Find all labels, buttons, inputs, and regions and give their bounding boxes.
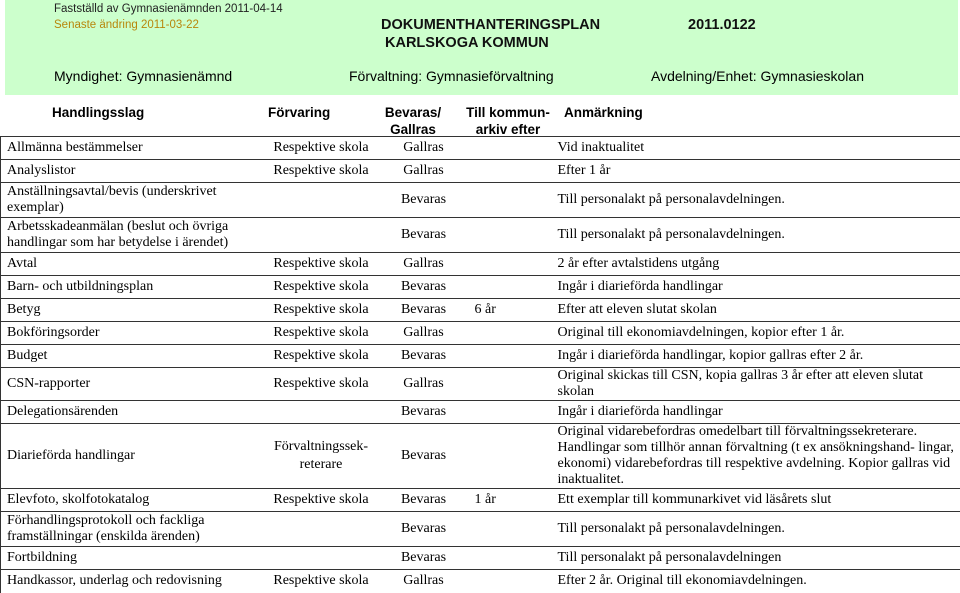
document-title: DOKUMENTHANTERINGSPLAN [381, 17, 600, 33]
remark-cell: Ingår i diarieförda handlingar, kopior gallras efter 2 år. [552, 345, 960, 368]
doc-type-cell: Förhandlingsprotokoll och fackliga framställningar (enskilda ärenden) [1, 512, 264, 547]
storage-cell: Respektive skola [264, 570, 379, 593]
authority-label: Myndighet: Gymnasienämnd [54, 68, 232, 84]
keep-cell: Bevaras [379, 218, 469, 253]
table-row [1, 322, 960, 345]
table-row [1, 368, 960, 401]
doc-type-cell: Betyg [1, 299, 264, 322]
archive-cell [469, 345, 552, 368]
municipality-name: KARLSKOGA KOMMUN [385, 35, 549, 51]
table-row [1, 424, 960, 489]
archive-cell [469, 137, 552, 160]
column-header-doc-type: Handlingsslag [52, 104, 144, 121]
table-row [1, 401, 960, 424]
storage-cell: Respektive skola [264, 276, 379, 299]
column-header-storage: Förvaring [268, 104, 330, 121]
archive-cell [469, 547, 552, 570]
doc-type-cell: Elevfoto, skolfotokatalog [1, 489, 264, 512]
storage-cell [264, 512, 379, 547]
storage-cell [264, 183, 379, 218]
doc-type-cell: Fortbildning [1, 547, 264, 570]
remark-cell: Original till ekonomiavdelningen, kopior efter 1 år. [552, 322, 960, 345]
table-row [1, 160, 960, 183]
doc-type-cell: Barn- och utbildningsplan [1, 276, 264, 299]
column-header-keep: Bevaras/ Gallras [384, 104, 442, 138]
archive-cell: 6 år [469, 299, 552, 322]
remark-cell: Till personalakt på personalavdelningen. [552, 183, 960, 218]
document-plan-table [0, 136, 960, 593]
archive-cell [469, 160, 552, 183]
storage-cell: Respektive skola [264, 160, 379, 183]
keep-cell: Gallras [379, 253, 469, 276]
table-row [1, 489, 960, 512]
table-body [1, 137, 960, 593]
keep-cell: Gallras [379, 368, 469, 401]
remark-cell: Till personalakt på personalavdelningen [552, 547, 960, 570]
document-number: 2011.0122 [688, 17, 756, 33]
doc-type-cell: Analyslistor [1, 160, 264, 183]
storage-cell: Respektive skola [264, 299, 379, 322]
doc-type-cell: Arbetsskadeanmälan (beslut och övriga handlingar som har betydelse i ärendet) [1, 218, 264, 253]
remark-cell: Original vidarebefordras omedelbart till förvaltningssekreterare. Handlingar som tillhör annan förvaltning (t ex ansökningshand- lingar, ekonomi) vidarebefordras till respektive avdelning. Kopior gallras vid inaktualitet. [552, 424, 960, 489]
doc-type-cell: Delegationsärenden [1, 401, 264, 424]
keep-cell: Bevaras [379, 299, 469, 322]
archive-cell [469, 253, 552, 276]
keep-cell: Bevaras [379, 276, 469, 299]
storage-cell [264, 218, 379, 253]
doc-type-cell: Bokföringsorder [1, 322, 264, 345]
archive-cell [469, 218, 552, 253]
table-row [1, 345, 960, 368]
remark-cell: Ingår i diarieförda handlingar [552, 401, 960, 424]
unit-label: Avdelning/Enhet: Gymnasieskolan [651, 68, 864, 84]
remark-cell: Ingår i diarieförda handlingar [552, 276, 960, 299]
archive-cell [469, 368, 552, 401]
table-row [1, 183, 960, 218]
storage-cell: Respektive skola [264, 253, 379, 276]
keep-cell: Bevaras [379, 489, 469, 512]
remark-cell: Efter 2 år. Original till ekonomiavdelningen. [552, 570, 960, 593]
remark-cell: Till personalakt på personalavdelningen. [552, 218, 960, 253]
table-row [1, 512, 960, 547]
storage-cell: Respektive skola [264, 368, 379, 401]
keep-cell: Bevaras [379, 345, 469, 368]
remark-cell: Vid inaktualitet [552, 137, 960, 160]
keep-cell: Bevaras [379, 183, 469, 218]
administration-label: Förvaltning: Gymnasieförvaltning [349, 68, 554, 84]
remark-cell: Efter att eleven slutat skolan [552, 299, 960, 322]
archive-cell [469, 276, 552, 299]
last-changed-date: Senaste ändring 2011-03-22 [54, 19, 199, 31]
doc-type-cell: Allmänna bestämmelser [1, 137, 264, 160]
storage-cell [264, 547, 379, 570]
remark-cell: Original skickas till CSN, kopia gallras 3 år efter att eleven slutat skolan [552, 368, 960, 401]
archive-cell [469, 401, 552, 424]
storage-cell: Respektive skola [264, 137, 379, 160]
keep-cell: Bevaras [379, 512, 469, 547]
storage-cell: Förvaltningssek- reterare [264, 424, 379, 489]
doc-type-cell: Avtal [1, 253, 264, 276]
keep-cell: Bevaras [379, 401, 469, 424]
table-row [1, 218, 960, 253]
storage-cell: Respektive skola [264, 345, 379, 368]
storage-cell: Respektive skola [264, 322, 379, 345]
storage-cell [264, 401, 379, 424]
keep-cell: Bevaras [379, 547, 469, 570]
column-header-remark: Anmärkning [564, 104, 643, 121]
archive-cell [469, 322, 552, 345]
table-row [1, 570, 960, 593]
column-header-archive: Till kommun- arkiv efter [465, 104, 551, 138]
table-row [1, 547, 960, 570]
archive-cell [469, 183, 552, 218]
doc-type-cell: Anställningsavtal/bevis (underskrivet exemplar) [1, 183, 264, 218]
table-row [1, 137, 960, 160]
storage-cell: Respektive skola [264, 489, 379, 512]
table-row [1, 276, 960, 299]
doc-type-cell: Handkassor, underlag och redovisning [1, 570, 264, 593]
remark-cell: 2 år efter avtalstidens utgång [552, 253, 960, 276]
remark-cell: Efter 1 år [552, 160, 960, 183]
archive-cell: 1 år [469, 489, 552, 512]
doc-type-cell: CSN-rapporter [1, 368, 264, 401]
archive-cell [469, 512, 552, 547]
archive-cell [469, 424, 552, 489]
archive-cell [469, 570, 552, 593]
doc-type-cell: Budget [1, 345, 264, 368]
keep-cell: Gallras [379, 137, 469, 160]
doc-type-cell: Diarieförda handlingar [1, 424, 264, 489]
table-row [1, 253, 960, 276]
keep-cell: Bevaras [379, 424, 469, 489]
table-row [1, 299, 960, 322]
remark-cell: Till personalakt på personalavdelningen. [552, 512, 960, 547]
keep-cell: Gallras [379, 322, 469, 345]
keep-cell: Gallras [379, 570, 469, 593]
keep-cell: Gallras [379, 160, 469, 183]
approved-date: Fastställd av Gymnasienämnden 2011-04-14 [54, 3, 283, 15]
document-header [5, 0, 958, 95]
remark-cell: Ett exemplar till kommunarkivet vid läsårets slut [552, 489, 960, 512]
